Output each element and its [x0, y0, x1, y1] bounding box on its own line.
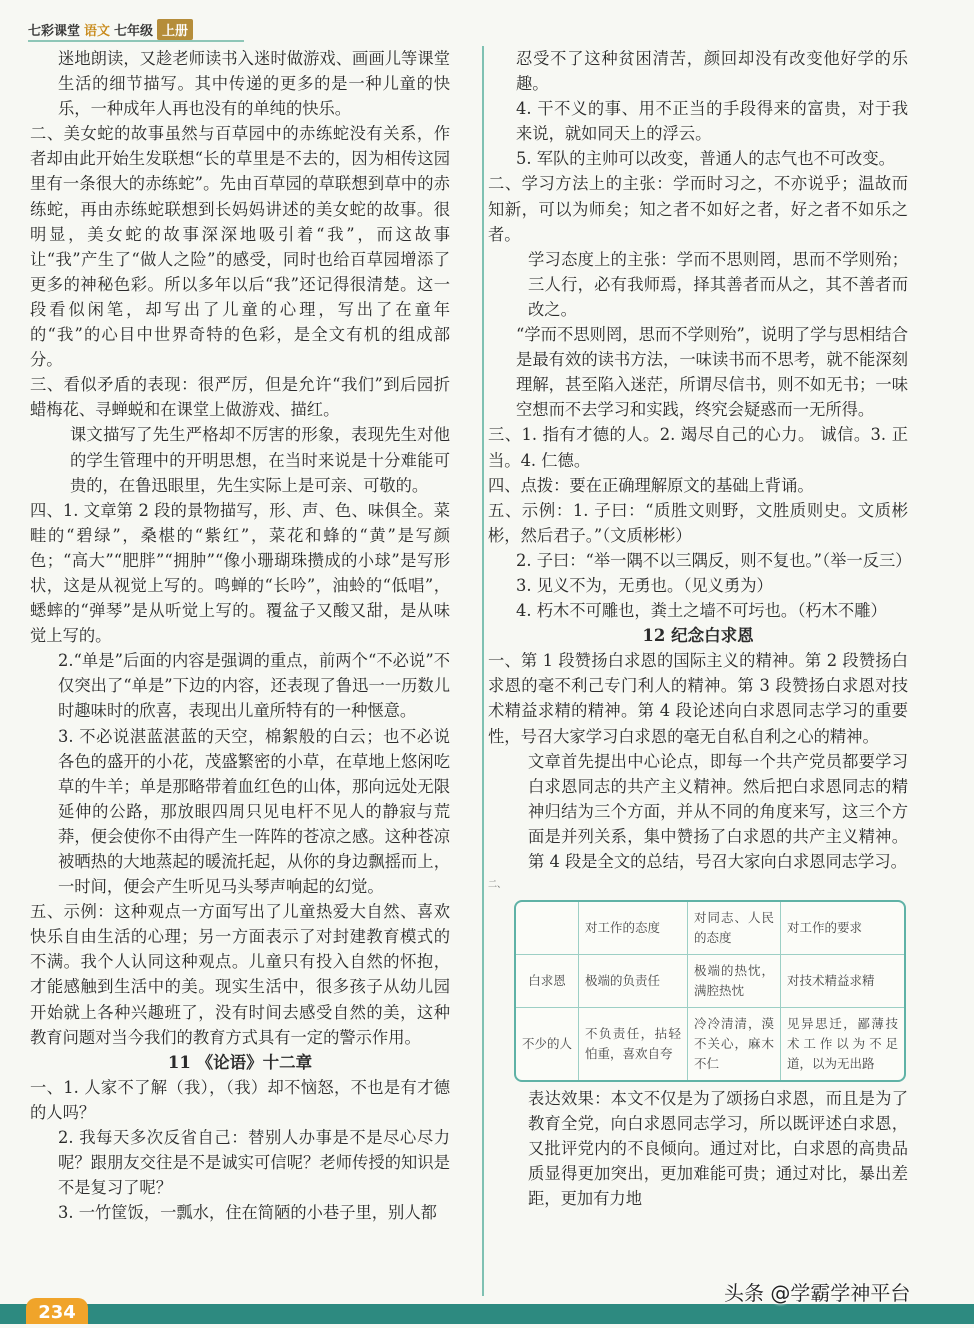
grade-label: 七年级 — [114, 23, 154, 39]
right-column — [488, 46, 912, 1212]
section-title-11: 11 《论语》十二章 — [167, 1052, 313, 1072]
answer-paragraph: 五、示例：1. 子曰：“质胜文则野，文胜质则史。文质彬彬，然后君子。”（文质彬彬） — [488, 500, 908, 545]
answer-paragraph: 2. 子曰：“举一隅不以三隅反，则不复也。”（举一反三） — [516, 550, 912, 570]
table-cell: 冷冷清清，漠不关心，麻木不仁 — [688, 1008, 781, 1080]
page-number: 234 — [26, 1298, 88, 1324]
answer-paragraph: 二、学习方法上的主张：学而时习之，不亦说乎；温故而知新，可以为师矣；知之者不如好之者，好之者不如乐之者。 — [488, 174, 908, 244]
answer-paragraph: “学而不思则罔，思而不学则殆”，说明了学与思相结合是最有效的读书方法，一味读书而不思考，就不能深刻理解，甚至陷入迷茫，所谓尽信书，则不如无书；一味空想而不去学习和实践，终究会疑惑而一无所得。 — [516, 325, 908, 420]
answer-paragraph: 文章首先提出中心论点，即每一个共产党员都要学习白求恩同志的共产主义精神。然后把白求恩同志的精神归结为三个方面，并从不同的角度来写，这三个方面是并列关系，集中赞扬了白求恩的共产主义精神。第 4 段是全文的总结，号召大家向白求恩同志学习。 — [528, 751, 908, 871]
answer-paragraph: 忍受不了这种贫困清苦，颜回却没有改变他好学的乐趣。 — [516, 49, 908, 94]
table-cell: 极端的负责任 — [579, 955, 688, 1008]
answer-paragraph: 迷地朗读，又趁老师读书入迷时做游戏、画画儿等课堂生活的细节描写。其中传递的更多的是一种儿童的快乐，一种成年人再也没有的单纯的快乐。 — [58, 49, 450, 119]
answer-paragraph: 三、看似矛盾的表现：很严厉，但是允许“我们”到后园折蜡梅花、寻蝉蜕和在课堂上做游戏、描红。 — [30, 375, 450, 420]
answer-paragraph: 五、示例：这种观点一方面写出了儿童热爱大自然、喜欢快乐自由生活的心理；另一方面表示了对封建教育模式的不满。我个人认同这种观点。儿童只有投入自然的怀抱，才能感触到生活中的美。现实生活中，很多孩子从幼儿园开始就上各种兴趣班了，没有时间去感受自然的美，这种教育问题对当今我们的教育方式具有一定的警示作用。 — [30, 902, 450, 1047]
table-row — [516, 1008, 904, 1080]
subject-label: 语文 — [84, 23, 111, 39]
watermark: 头条 @学霸学神平台 — [724, 1280, 911, 1305]
page-header — [0, 0, 974, 46]
table-cell: 极端的热忱，满腔热忱 — [688, 955, 781, 1008]
footer-band — [0, 1304, 974, 1324]
answer-paragraph: 三、1. 指有才德的人。2. 竭尽自己的心力。 诚信。3. 正当。4. 仁德。 — [488, 425, 908, 470]
table-header-row — [516, 902, 904, 955]
answer-paragraph: 一、1. 人家不了解（我），（我）却不恼怒，不也是有才德的人吗？ — [30, 1077, 450, 1122]
comparison-table — [514, 900, 906, 1082]
table-header-cell: 对同志、人民的态度 — [688, 902, 781, 955]
answer-paragraph: 5. 军队的主帅可以改变，普通人的志气也不可改变。 — [516, 149, 895, 169]
table-header-cell: 对工作的要求 — [781, 902, 904, 955]
table-marker: 二、 — [488, 880, 507, 891]
volume-badge: 上册 — [157, 19, 193, 40]
answer-paragraph: 四、1. 文章第 2 段的景物描写，形、声、色、味俱全。菜畦的“碧绿”，桑椹的“紫红”，菜花和蜂的“黄”是写颜色；“高大”“肥胖”“拥肿”“像小珊瑚珠攒成的小球”是写形状，这是从视觉上写的。鸣蝉的“长吟”，油蛉的“低唱”，蟋蟀的“弹琴”是从听觉上写的。覆盆子又酸又甜，是从味觉上写的。 — [30, 500, 450, 646]
table-cell: 不负责任，拈轻怕重，喜欢自夸 — [579, 1008, 688, 1080]
table-header-cell: 对工作的态度 — [579, 902, 688, 955]
table-cell: 不少的人 — [516, 1008, 579, 1080]
book-name: 七彩课堂 — [28, 23, 81, 39]
table-row — [516, 955, 904, 1008]
table-cell: 白求恩 — [516, 955, 579, 1008]
header-rule — [28, 40, 244, 42]
table-cell: 对技术精益求精 — [781, 955, 904, 1008]
column-divider — [482, 46, 484, 1296]
answer-paragraph: 课文描写了先生严格却不厉害的形象，表现先生对他的学生管理中的开明思想，在当时来说是十分难能可贵的，在鲁迅眼里，先生实际上是可亲、可敬的。 — [70, 425, 450, 495]
answer-paragraph: 3. 一竹筐饭，一瓢水，住在简陋的小巷子里，别人都 — [58, 1203, 437, 1223]
answer-paragraph: 3. 不必说湛蓝湛蓝的天空，棉絮般的白云；也不必说各色的盛开的小花，茂盛繁密的小草，在草地上悠闲吃草的牛羊；单是那略带着血红色的山体，那向远处无限延伸的公路，那放眼四周只见电杆不见人的静寂与荒莽，便会使你不由得产生一阵阵的苍凉之感。这种苍凉被晒热的大地蒸起的暖流托起，从你的身边飘摇而上，一时间，便会产生听见马头琴声响起的幻觉。 — [58, 726, 450, 897]
answer-paragraph: 3. 见义不为，无勇也。（见义勇为） — [516, 575, 773, 595]
answer-paragraph: 表达效果：本文不仅是为了颂扬白求恩，而且是为了教育全党，向白求恩同志学习，所以既评述白求恩，又批评党内的不良倾向。通过对比，白求恩的高贵品质显得更加突出，更加难能可贵；通过对比，暴出差距，更加有力地 — [528, 1089, 908, 1209]
answer-paragraph: 学习态度上的主张：学而不思则罔，思而不学则殆；三人行，必有我师焉，择其善者而从之，其不善者而改之。 — [528, 249, 908, 319]
answer-paragraph: 一、第 1 段赞扬白求恩的国际主义的精神。第 2 段赞扬白求恩的毫不利己专门利人的精神。第 3 段赞扬白求恩对技术精益求精的精神。第 4 段论述向白求恩同志学习的重要性，号召大家学习白求恩的毫无自私自利之心的精神。 — [488, 651, 908, 746]
section-title-12: 12 纪念白求恩 — [642, 626, 754, 646]
book-tag — [28, 18, 193, 40]
table-header-cell — [516, 902, 579, 955]
table-cell: 见异思迁，鄙薄技术工作以为不足道，以为无出路 — [787, 1016, 898, 1072]
answer-paragraph: 4. 干不义的事、用不正当的手段得来的富贵，对于我来说，就如同天上的浮云。 — [516, 99, 908, 144]
answer-paragraph: 四、点拨：要在正确理解原文的基础上背诵。 — [488, 475, 814, 495]
answer-paragraph: 二、美女蛇的故事虽然与百草园中的赤练蛇没有关系，作者却由此开始生发联想“长的草里是不去的，因为相传这园里有一条很大的赤练蛇”。先由百草园的草联想到草中的赤练蛇，再由赤练蛇联想到长妈妈讲述的美女蛇的故事。很明显，美女蛇的故事深深地吸引着“我”，而这故事让“我”产生了“做人之险”的感受，同时也给百草园增添了更多的神秘色彩。所以多年以后“我”还记得很清楚。这一段看似闲笔，却写出了儿童的心理，写出了在童年的“我”的心目中世界奇特的色彩，是全文有机的组成部分。 — [30, 124, 450, 370]
answer-paragraph: 2. 我每天多次反省自己：替别人办事是不是尽心尽力呢？跟朋友交往是不是诚实可信呢？老师传授的知识是不是复习了呢？ — [58, 1128, 450, 1198]
left-column — [30, 46, 450, 1225]
answer-paragraph: 4. 朽木不可雕也，粪土之墙不可圬也。（朽木不雕） — [516, 601, 887, 621]
answer-paragraph: 2.“单是”后面的内容是强调的重点，前两个“不必说”不仅突出了“单是”下边的内容，还表现了鲁迅一一历数儿时趣味时的欣喜，表现出儿童所特有的一种惬意。 — [58, 651, 450, 721]
